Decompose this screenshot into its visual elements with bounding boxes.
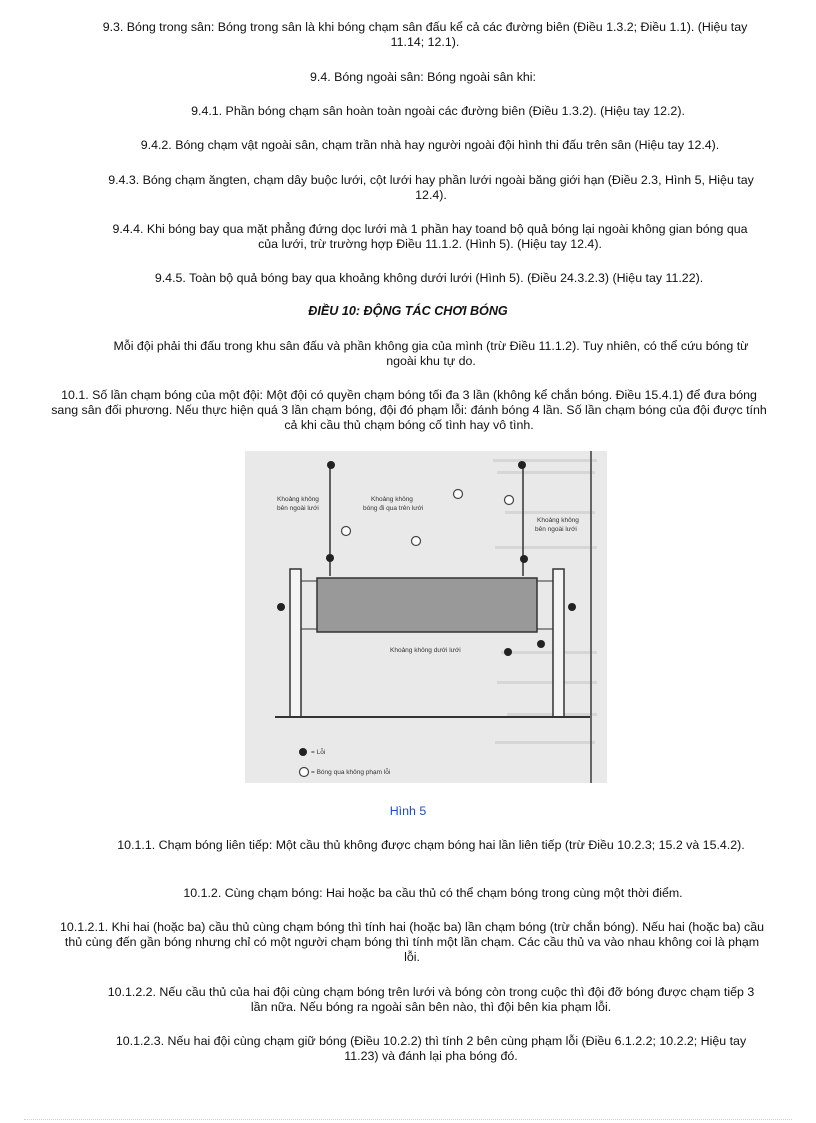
page-divider [24, 1119, 792, 1120]
label-below-net: Khoảng không dưới lưới [390, 647, 461, 654]
para-10-1: 10.1. Số lần chạm bóng của một đội: Một đội có quyền chạm bóng tối đa 3 lần (không kể chắn bóng. Điều 15.4.1) để đưa bóng sang sân đối phương. Nếu thực hiện quá 3 lần chạm bóng, đội đó phạm lỗi: đánh bóng 4 lần. Số lần chạm bóng của đội được tính cả khi cầu thủ chạm bóng cố tình hay vô tình. [51, 388, 767, 432]
label-outside-left-1: Khoảng không [277, 496, 319, 503]
label-crossing-2: bóng đi qua trên lưới [363, 505, 424, 512]
legend-fault: = Lỗi [311, 749, 326, 756]
para-10-1-1: 10.1.1. Chạm bóng liên tiếp: Một cầu thủ không được chạm bóng hai lần liên tiếp (trừ Điều 10.2.3; 15.2 và 15.4.2). [117, 838, 745, 852]
para-9-4-5: 9.4.5. Toàn bộ quả bóng bay qua khoảng không dưới lưới (Hình 5). (Điều 24.3.2.3) (Hiệu tay 11.22). [154, 271, 704, 285]
heading-dieu-10: ĐIỀU 10: ĐỘNG TÁC CHƠI BÓNG [308, 304, 508, 318]
para-9-4-4: 9.4.4. Khi bóng bay qua mặt phẳng đứng dọc lưới mà 1 phần hay toand bộ quả bóng lại ngoài không gian bóng qua của lưới, trừ trường hợp Điều 11.1.2. (Hình 5). (Hiệu tay 12.4). [112, 222, 748, 251]
para-9-4-3: 9.4.3. Bóng chạm ăngten, chạm dây buộc lưới, cột lưới hay phần lưới ngoài băng giới hạn (Điều 2.3, Hình 5, Hiệu tay 12.4). [108, 173, 754, 202]
para-10-1-2-3: 10.1.2.3. Nếu hai đội cùng chạm giữ bóng (Điều 10.2.2) thì tính 2 bên cùng phạm lỗi (Điều 6.1.2.2; 10.2.2; Hiệu tay 11.23) và đánh lại pha bóng đó. [115, 1034, 747, 1063]
label-outside-left-2: bên ngoài lưới [277, 505, 319, 512]
para-9-3: 9.3. Bóng trong sân: Bóng trong sân là khi bóng chạm sân đấu kể cả các đường biên (Điều 1.3.2; Điều 1.1). (Hiệu tay 11.14; 12.1). [102, 20, 748, 49]
label-outside-right-1: Khoảng không [537, 517, 579, 524]
legend-ok: = Bóng qua không phạm lỗi [311, 769, 391, 776]
para-dieu-10-intro: Mỗi đội phải thi đấu trong khu sân đấu và phần không gia của mình (trừ Điều 11.1.2). Tuy nhiên, có thể cứu bóng từ ngoài khu tự do. [113, 339, 749, 368]
para-10-1-2-1: 10.1.2.1. Khi hai (hoặc ba) cầu thủ cùng chạm bóng thì tính hai (hoặc ba) lần chạm bóng (trừ chắn bóng). Nếu hai (hoặc ba) cầu thủ cùng đến gần bóng nhưng chỉ có một người chạm bóng thì tính một lần chạm. Các cầu thủ va vào nhau không coi là phạm lỗi. [60, 920, 764, 964]
para-9-4: 9.4. Bóng ngoài sân: Bóng ngoài sân khi: [310, 70, 536, 84]
figure-net-diagram [245, 451, 607, 783]
para-9-4-1: 9.4.1. Phần bóng chạm sân hoàn toàn ngoài các đường biên (Điều 1.3.2). (Hiệu tay 12.2). [191, 104, 685, 118]
para-10-1-2: 10.1.2. Cùng chạm bóng: Hai hoặc ba cầu thủ có thể chạm bóng trong cùng một thời điểm. [183, 886, 683, 900]
label-crossing-1: Khoảng không [371, 496, 413, 503]
figure-caption: Hình 5 [389, 804, 427, 818]
para-10-1-2-2: 10.1.2.2. Nếu cầu thủ của hai đội cùng chạm bóng trên lưới và bóng còn trong cuộc thì đội đỡ bóng được chạm tiếp 3 lần nữa. Nếu bóng ra ngoài sân bên nào, thì đội bên kia phạm lỗi. [107, 985, 755, 1014]
label-outside-right-2: bên ngoài lưới [535, 526, 577, 533]
para-9-4-2: 9.4.2. Bóng chạm vật ngoài sân, chạm trần nhà hay người ngoài đội hình thi đấu trên sân (Hiệu tay 12.4). [140, 138, 720, 152]
